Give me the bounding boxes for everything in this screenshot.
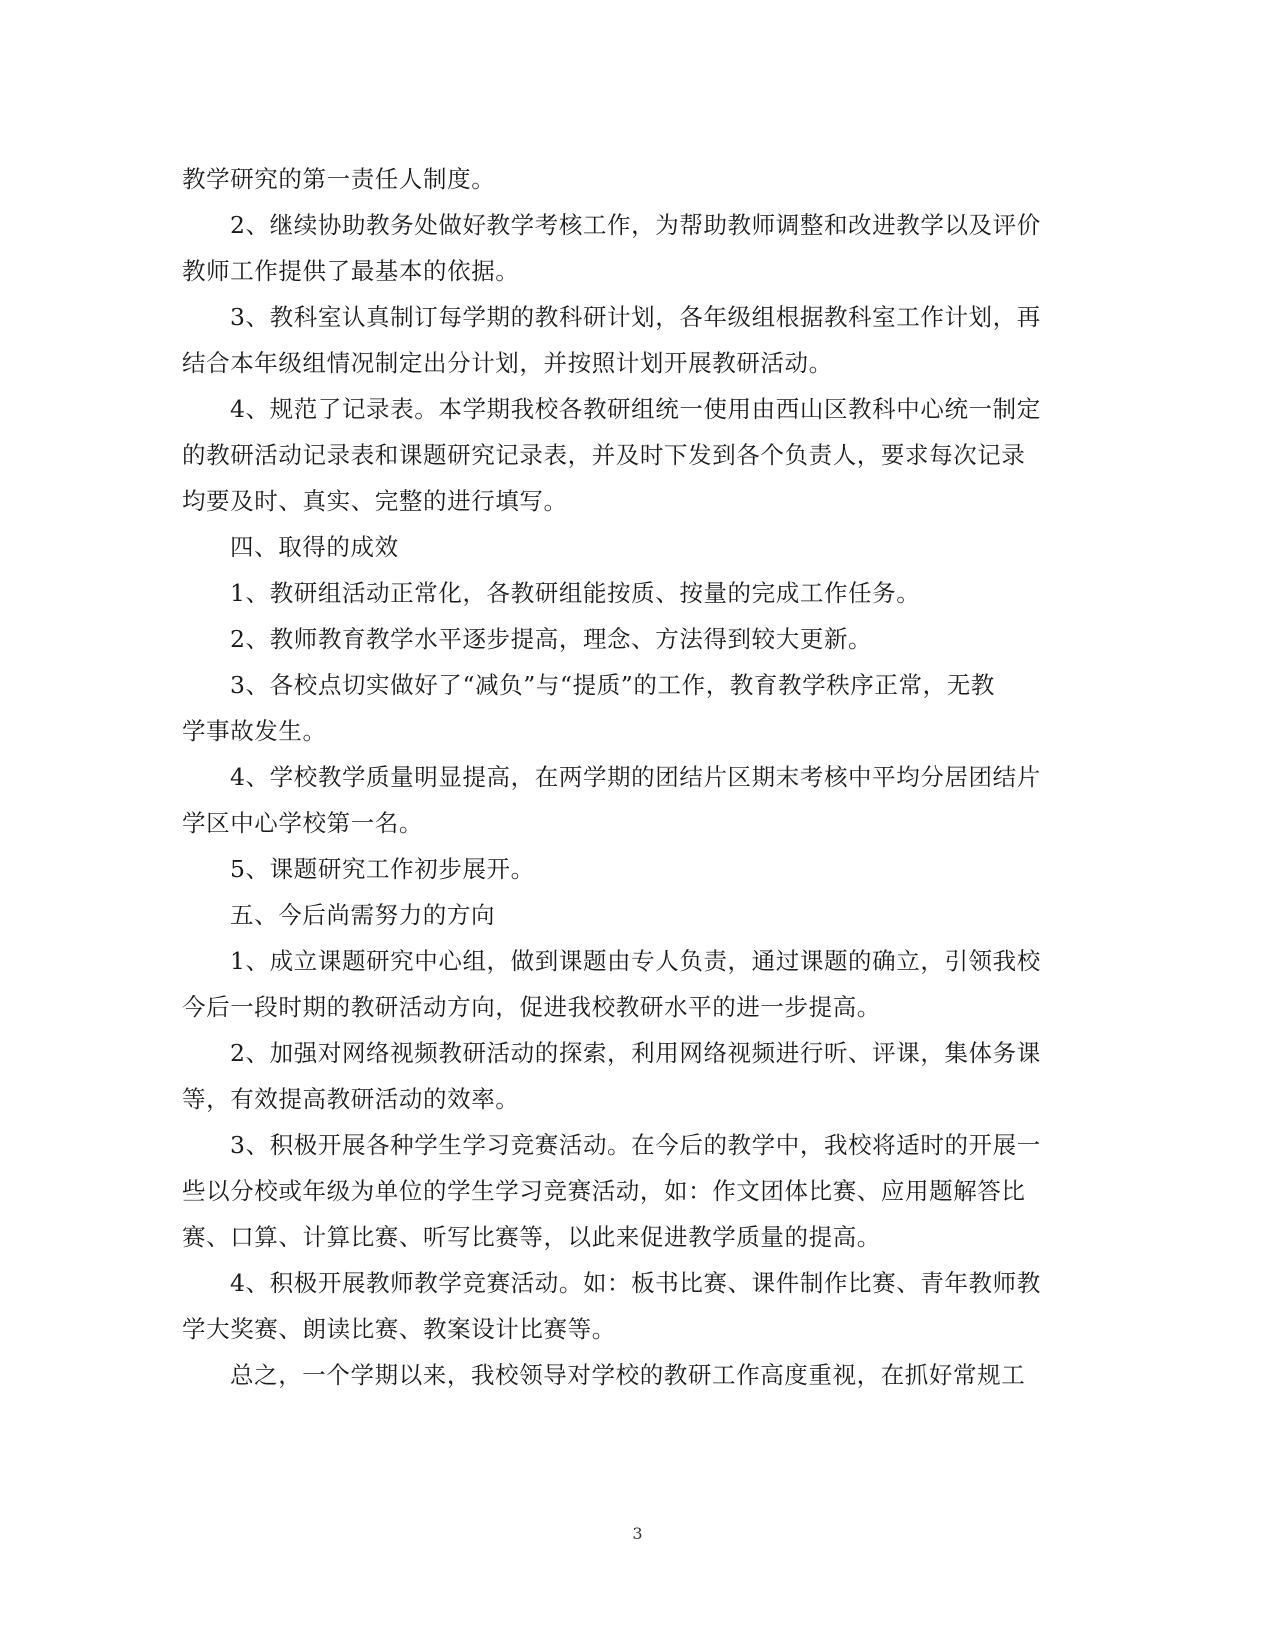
text-line: 结合本年级组情况制定出分计划，并按照计划开展教研活动。 [182,349,833,377]
text-line: 赛、口算、计算比赛、听写比赛等，以此来促进教学质量的提高。 [182,1223,881,1251]
text-line: 学大奖赛、朗读比赛、教案设计比赛等。 [182,1315,616,1343]
text-line: 教学研究的第一责任人制度。 [182,165,496,193]
text-line: 均要及时、真实、完整的进行填写。 [182,487,568,515]
text-line: 教师工作提供了最基本的依据。 [182,257,520,285]
text-line: 今后一段时期的教研活动方向，促进我校教研水平的进一步提高。 [182,993,881,1021]
text-line: 4、规范了记录表。本学期我校各教研组统一使用由西山区教科中心统一制定 [230,395,1041,423]
page-number: 3 [632,1524,643,1543]
text-line: 5、课题研究工作初步展开。 [230,855,535,883]
text-line: 1、成立课题研究中心组，做到课题由专人负责，通过课题的确立，引领我校 [230,947,1041,975]
text-line: 2、继续协助教务处做好教学考核工作，为帮助教师调整和改进教学以及评价 [230,211,1041,239]
text-line: 等，有效提高教研活动的效率。 [182,1085,520,1113]
text-line: 2、加强对网络视频教研活动的探索，利用网络视频进行听、评课，集体务课 [230,1039,1041,1067]
text-line: 4、积极开展教师教学竞赛活动。如：板书比赛、课件制作比赛、青年教师教 [230,1269,1041,1297]
text-line: 1、教研组活动正常化，各教研组能按质、按量的完成工作任务。 [230,579,921,607]
text-line: 3、教科室认真制订每学期的教科研计划，各年级组根据教科室工作计划，再 [230,303,1041,331]
text-line: 学事故发生。 [182,717,327,745]
text-line: 的教研活动记录表和课题研究记录表，并及时下发到各个负责人，要求每次记录 [182,441,1026,469]
text-line: 4、学校教学质量明显提高，在两学期的团结片区期末考核中平均分居团结片 [230,763,1041,791]
section-heading: 四、取得的成效 [230,533,399,561]
text-line: 些以分校或年级为单位的学生学习竞赛活动，如：作文团体比赛、应用题解答比 [182,1177,1026,1205]
text-line: 学区中心学校第一名。 [182,809,423,837]
text-line: 3、各校点切实做好了“减负”与“提质”的工作，教育教学秩序正常，无教 [230,671,995,699]
section-heading: 五、今后尚需努力的方向 [230,901,496,929]
text-line: 3、积极开展各种学生学习竞赛活动。在今后的教学中，我校将适时的开展一 [230,1131,1041,1159]
text-line: 2、教师教育教学水平逐步提高，理念、方法得到较大更新。 [230,625,873,653]
text-line: 总之，一个学期以来，我校领导对学校的教研工作高度重视，在抓好常规工 [230,1361,1026,1389]
